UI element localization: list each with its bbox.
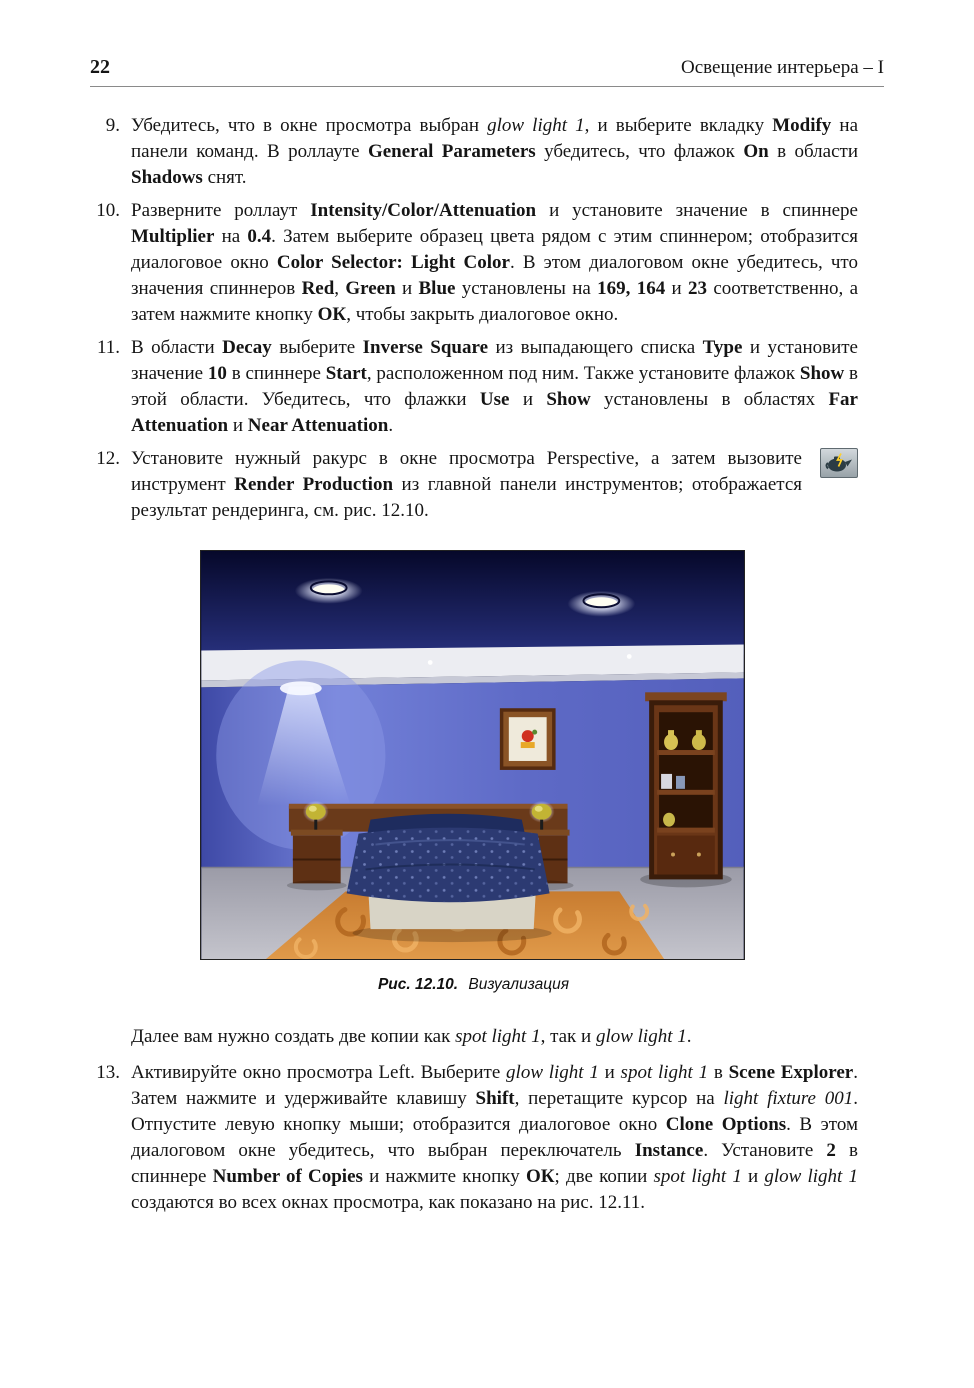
step-9 (90, 113, 858, 191)
figure-caption-text: Визуализация (468, 976, 570, 993)
teapot-glyph (824, 452, 854, 474)
picture-frame (500, 708, 556, 770)
step-number: 12. (96, 448, 120, 469)
interlude-paragraph: Далее вам нужно создать две копии как spot light 1, так и glow light 1. (131, 1026, 692, 1047)
render-production-teapot-icon (820, 448, 858, 478)
figure-12-10 (200, 550, 747, 994)
step-10 (90, 198, 858, 328)
bed (347, 814, 552, 942)
step-13 (90, 1060, 858, 1216)
figure-caption (200, 976, 747, 994)
running-title: Освещение интерьера – I (681, 57, 884, 78)
ceiling-recess (201, 551, 743, 654)
step-text (131, 446, 858, 524)
nightstand-left (287, 830, 347, 891)
step-number: 10. (96, 200, 120, 221)
shelf-unit (640, 692, 732, 887)
step-number: 9. (105, 115, 120, 136)
step-text-rich: Установите нужный ракурс в окне просмотра Perspective, а затем вызовите инструмент Render Production из главной панели инструментов; отображается результат рендеринга, см. рис. 12.10. (131, 448, 802, 521)
bedroom-render-image (200, 550, 745, 960)
step-number: 13. (96, 1062, 120, 1083)
step-number: 11. (96, 337, 120, 358)
step-12 (90, 446, 858, 524)
header-rule (90, 86, 884, 87)
page-content (90, 113, 884, 1216)
step-text: Разверните роллаут Intensity/Color/Attenuation и установите значение в спиннере Multiplier на 0.4. Затем выберите образец цвета рядом с этим спиннером; отобразится диалоговое окно Color Selector: Light Color. В этом диалоговом окне убедитесь, что значения спиннеров Red, Green и Blue установлены на 169, 164 и 23 соответственно, а затем нажмите кнопку ОК, чтобы закрыть диалоговое окно. (131, 200, 859, 325)
step-text: Убедитесь, что в окне просмотра выбран glow light 1, и выберите вкладку Modify на панели команд. В роллауте General Parameters убедитесь, что флажок On в области Shadows снят. (131, 115, 859, 188)
step-text: Активируйте окно просмотра Left. Выберите glow light 1 и spot light 1 в Scene Explorer. Затем нажмите и удерживайте клавишу Shift, перетащите курсор на light fixture 001. Отпустите левую кнопку мыши; отобразится диалоговое окно Clone Options. В этом диалоговом окне убедитесь, что выбран переключатель Instance. Установите 2 в спиннере Number of Copies и нажмите кнопку ОК; две копии spot light 1 и glow light 1 создаются во всех окнах просмотра, как показано на рис. 12.11. (131, 1062, 858, 1213)
step-11 (90, 335, 858, 439)
step-text: В области Decay выберите Inverse Square из выпадающего списка Type и установите значение 10 в спиннере Start, расположенном под ним. Также установите флажок Show в этой области. Убедитесь, что флажки Use и Show установлены в областях Far Attenuation и Near Attenuation. (131, 337, 858, 436)
page-header (90, 56, 884, 79)
page-number: 22 (90, 56, 110, 78)
figure-caption-label: Рис. 12.10. (377, 976, 459, 993)
